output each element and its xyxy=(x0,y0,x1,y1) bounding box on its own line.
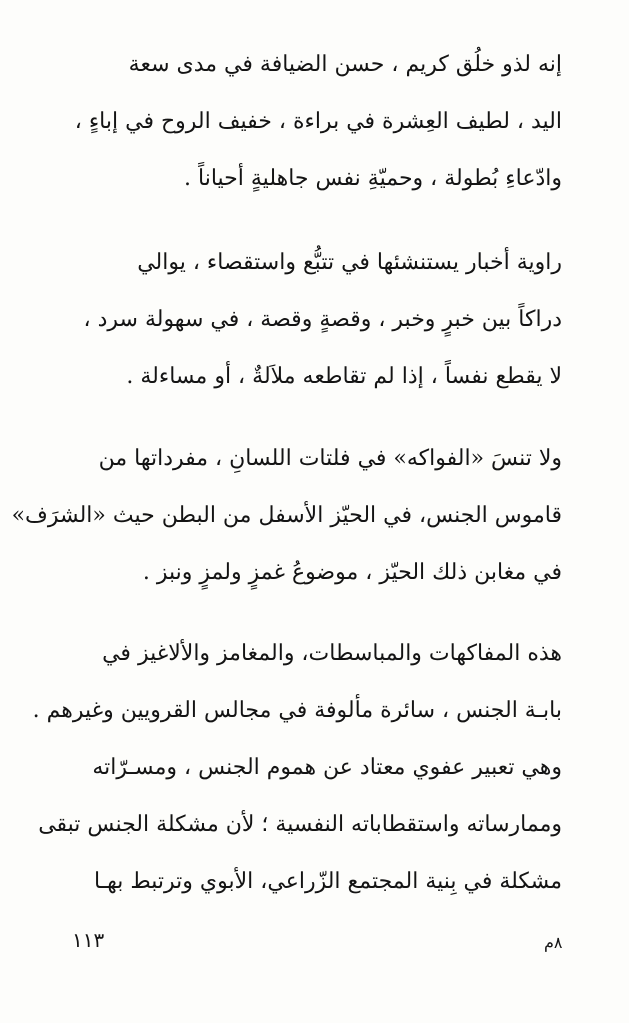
paragraph-1 xyxy=(72,36,562,207)
paragraph-line: ولا تنسَ «الفواكه» في فلتات اللسانِ ، مفرداتها من xyxy=(98,446,562,471)
paragraph-line: وادّعاءِ بُطولة ، وحميّةِ نفس جاهليةٍ أحياناً . xyxy=(184,166,562,191)
paragraph-line: قاموس الجنس، في الحيّز الأسفل من البطن حيث «الشرَف» xyxy=(11,503,562,528)
paragraph-line: وهي تعبير عفوي معتاد عن هموم الجنس ، ومسـرّاته xyxy=(92,755,562,780)
paragraph-line: هذه المفاكهات والمباسطات، والمغامز والألاغيز في xyxy=(102,641,562,666)
paragraph-line: اليد ، لطيف العِشرة في براءة ، خفيف الروح في إباءٍ ، xyxy=(74,109,562,134)
paragraph-line: وممارساته واستقطاباته النفسية ؛ لأن مشكلة الجنس تبقى xyxy=(38,812,562,837)
paragraph-line: دراكاً بين خبرٍ وخبر ، وقصةٍ وقصة ، في سهولة سرد ، xyxy=(83,307,562,332)
paragraph-line: لا يقطع نفساً ، إذا لم تقاطعه ملاَلةٌ ، أو مساءلة . xyxy=(126,364,562,389)
paragraph-4 xyxy=(32,625,562,910)
paragraph-line: في مغابن ذلك الحيّز ، موضوعُ غمزٍ ولمزٍ ونبز . xyxy=(142,560,562,585)
paragraph-3 xyxy=(11,430,562,601)
page-number: ١١٣ xyxy=(72,928,105,952)
paragraph-line: إنه لذو خلُق كريم ، حسن الضيافة في مدى سعة xyxy=(128,52,562,77)
paragraph-2 xyxy=(72,234,562,405)
paragraph-line: بابـة الجنس ، سائرة مألوفة في مجالس القرويين وغيرهم . xyxy=(32,698,562,723)
paragraph-line: راوية أخبار يستنشئها في تتبُّع واستقصاء ، يوالي xyxy=(137,250,562,275)
signature-mark: ٨م xyxy=(544,933,563,952)
paragraph-line: مشكلة في بِنية المجتمع الزّراعي، الأبوي وترتبط بهـا xyxy=(93,869,562,894)
